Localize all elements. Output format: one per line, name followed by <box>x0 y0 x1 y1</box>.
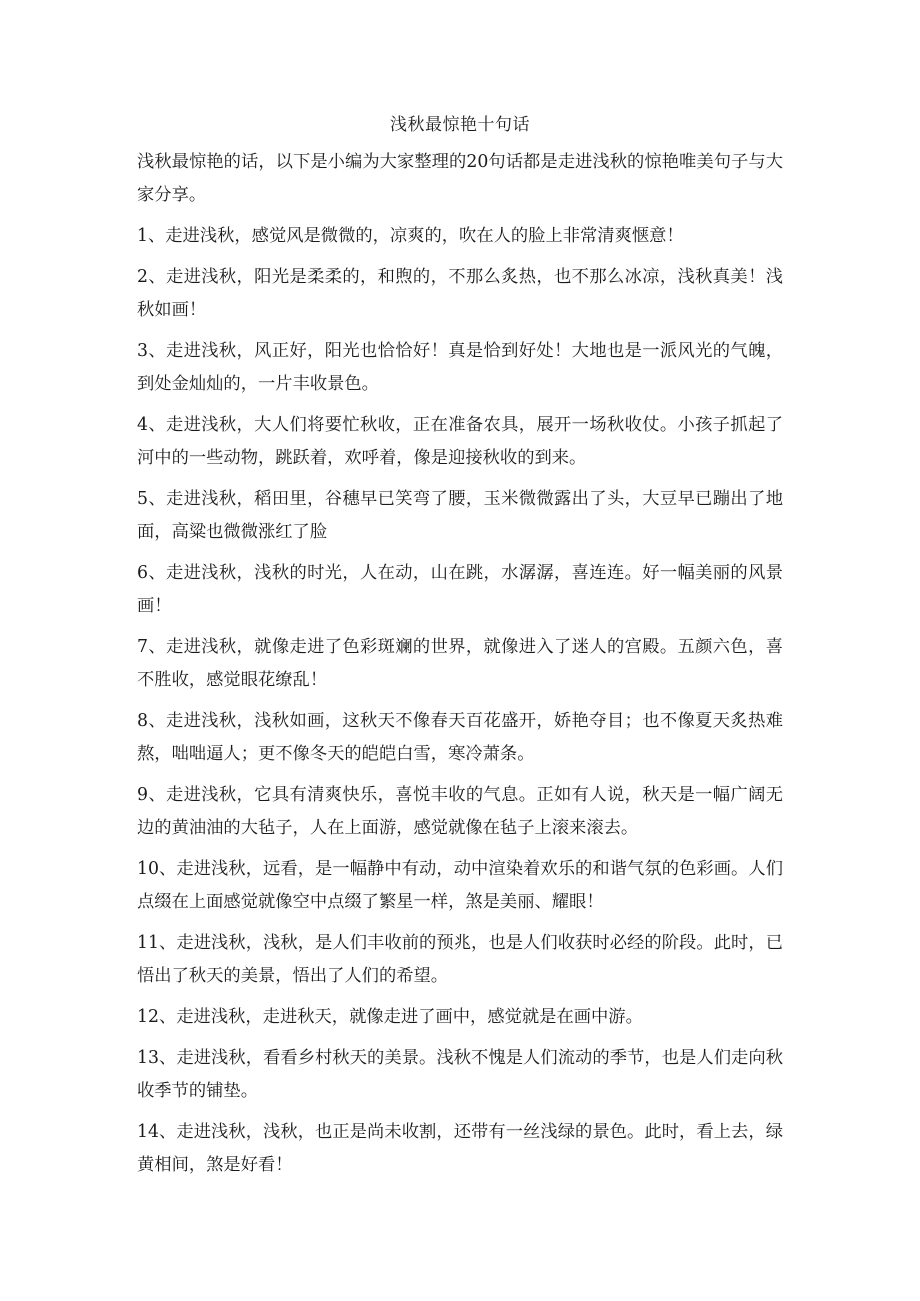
paragraph-7: 7、走进浅秋，就像走进了色彩斑斓的世界，就像进入了迷人的宫殿。五颜六色，喜不胜收，感觉眼花缭乱！ <box>137 637 783 690</box>
paragraph-2: 2、走进浅秋，阳光是柔柔的，和煦的，不那么炙热，也不那么冰凉，浅秋真美！浅秋如画！ <box>137 267 783 320</box>
paragraph-3: 3、走进浅秋，风正好，阳光也恰恰好！真是恰到好处！大地也是一派风光的气魄，到处金灿灿的，一片丰收景色。 <box>137 341 783 394</box>
paragraph-5: 5、走进浅秋，稻田里，谷穗早已笑弯了腰，玉米微微露出了头，大豆早已蹦出了地面，高粱也微微涨红了脸 <box>137 489 783 542</box>
document-body <box>137 146 783 1190</box>
intro-paragraph: 浅秋最惊艳的话，以下是小编为大家整理的20句话都是走进浅秋的惊艳唯美句子与大家分享。 <box>137 152 783 205</box>
paragraph-1: 1、走进浅秋，感觉风是微微的，凉爽的，吹在人的脸上非常清爽惬意！ <box>137 226 684 246</box>
paragraph-14: 14、走进浅秋，浅秋，也正是尚未收割，还带有一丝浅绿的景色。此时，看上去，绿黄相间，煞是好看！ <box>137 1122 783 1175</box>
document-title: 浅秋最惊艳十句话 <box>390 115 530 135</box>
paragraph-8: 8、走进浅秋，浅秋如画，这秋天不像春天百花盛开，娇艳夺目；也不像夏天炙热难熬，咄咄逼人；更不像冬天的皑皑白雪，寒冷萧条。 <box>137 711 783 764</box>
paragraph-6: 6、走进浅秋，浅秋的时光，人在动，山在跳，水潺潺，喜连连。好一幅美丽的风景画！ <box>137 563 783 616</box>
paragraph-12: 12、走进浅秋，走进秋天，就像走进了画中，感觉就是在画中游。 <box>137 1007 643 1027</box>
paragraph-4: 4、走进浅秋，大人们将要忙秋收，正在准备农具，展开一场秋收仗。小孩子抓起了河中的一些动物，跳跃着，欢呼着，像是迎接秋收的到来。 <box>137 415 783 468</box>
paragraph-10: 10、走进浅秋，远看，是一幅静中有动，动中渲染着欢乐的和谐气氛的色彩画。人们点缀在上面感觉就像空中点缀了繁星一样，煞是美丽、耀眼！ <box>137 859 783 912</box>
paragraph-11: 11、走进浅秋，浅秋，是人们丰收前的预兆，也是人们收获时必经的阶段。此时，已悟出了秋天的美景，悟出了人们的希望。 <box>137 933 783 986</box>
paragraph-9: 9、走进浅秋，它具有清爽快乐，喜悦丰收的气息。正如有人说，秋天是一幅广阔无边的黄油油的大毡子，人在上面游，感觉就像在毡子上滚来滚去。 <box>137 785 783 838</box>
paragraph-13: 13、走进浅秋，看看乡村秋天的美景。浅秋不愧是人们流动的季节，也是人们走向秋收季节的铺垫。 <box>137 1048 783 1101</box>
